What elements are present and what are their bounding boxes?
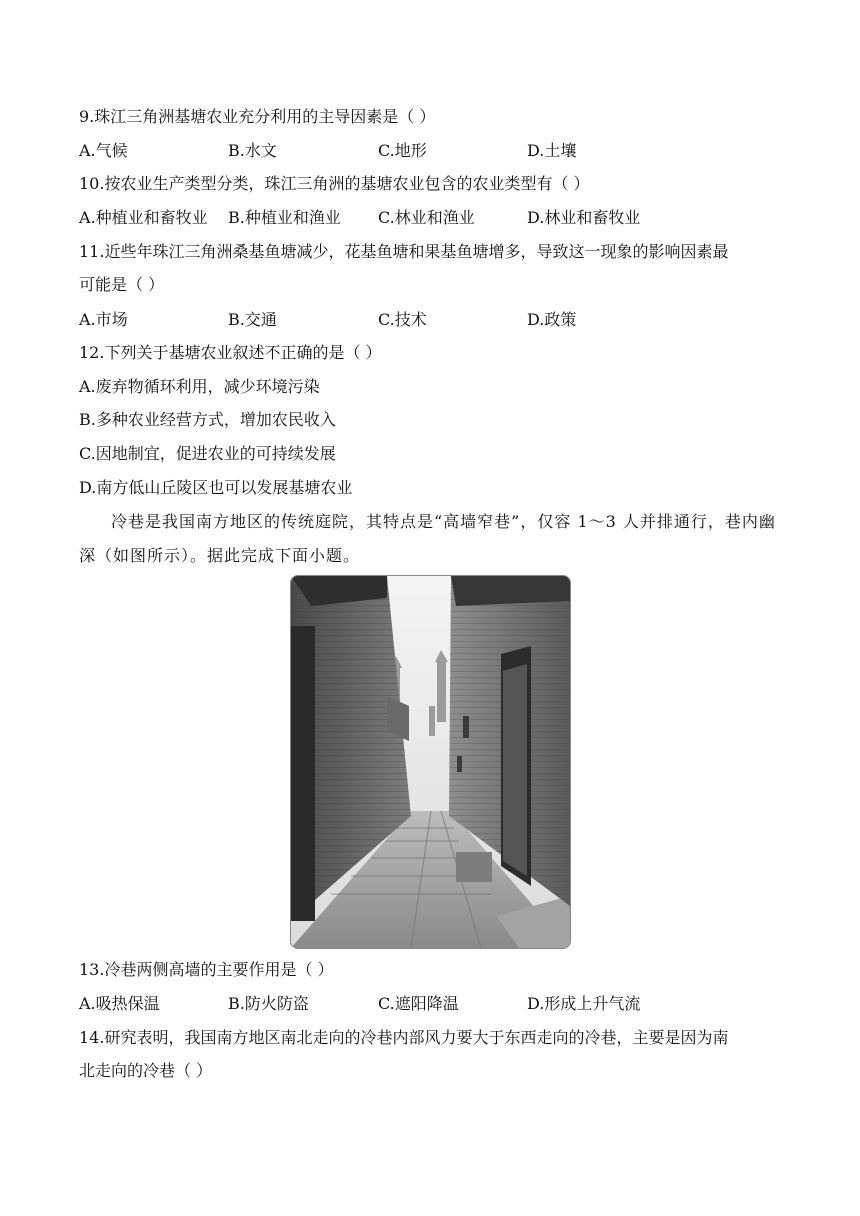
passage-text-line1: 冷巷是我国南方地区的传统庭院，其特点是“高墙窄巷”，仅容 1～3 人并排通行，巷内幽 — [111, 512, 776, 531]
passage-line1 — [79, 512, 776, 532]
q12-option-d: D.南方低山丘陵区也可以发展基塘农业 — [79, 478, 353, 497]
q10-option-a: A.种植业和畜牧业 — [79, 208, 208, 227]
q9-option-d: D.土壤 — [527, 141, 577, 160]
q13-option-b: B.防火防盗 — [228, 994, 309, 1013]
q10-option-d: D.林业和畜牧业 — [527, 208, 641, 227]
q12-option-a: A.废弃物循环利用，减少环境污染 — [79, 377, 320, 396]
q13-option-d: D.形成上升气流 — [527, 994, 641, 1013]
q11-option-c: C.技术 — [378, 310, 427, 329]
q9-option-b: B.水文 — [228, 141, 277, 160]
question-11-stem-line1: 11.近些年珠江三角洲桑基鱼塘减少，花基鱼塘和果基鱼塘增多，导致这一现象的影响因素最 — [79, 242, 729, 261]
q13-option-c: C.遮阳降温 — [378, 994, 459, 1013]
question-10-stem: 10.按农业生产类型分类，珠江三角洲的基塘农业包含的农业类型有（ ） — [79, 174, 590, 193]
q11-option-d: D.政策 — [527, 310, 577, 329]
question-11-stem-line2: 可能是（ ） — [79, 275, 165, 294]
q11-option-a: A.市场 — [79, 310, 128, 329]
q9-option-c: C.地形 — [378, 141, 427, 160]
q10-option-b: B.种植业和渔业 — [228, 208, 341, 227]
question-14-stem-line2: 北走向的冷巷（ ） — [79, 1061, 213, 1080]
passage-line2: 深（如图所示）。据此完成下面小题。 — [79, 546, 361, 565]
q12-option-b: B.多种农业经营方式，增加农民收入 — [79, 410, 336, 429]
question-13-stem: 13.冷巷两侧高墙的主要作用是（ ） — [79, 960, 334, 979]
q9-option-a: A.气候 — [79, 141, 128, 160]
q13-option-a: A.吸热保温 — [79, 994, 160, 1013]
question-14-stem-line1: 14.研究表明，我国南方地区南北走向的冷巷内部风力要大于东西走向的冷巷，主要是因为南 — [79, 1028, 729, 1047]
q12-option-c: C.因地制宜，促进农业的可持续发展 — [79, 444, 336, 463]
cold-alley-photo — [290, 575, 571, 949]
question-12-stem: 12.下列关于基塘农业叙述不正确的是（ ） — [79, 343, 382, 362]
question-9-stem: 9.珠江三角洲基塘农业充分利用的主导因素是（ ） — [79, 107, 436, 126]
q10-option-c: C.林业和渔业 — [378, 208, 475, 227]
q11-option-b: B.交通 — [228, 310, 277, 329]
